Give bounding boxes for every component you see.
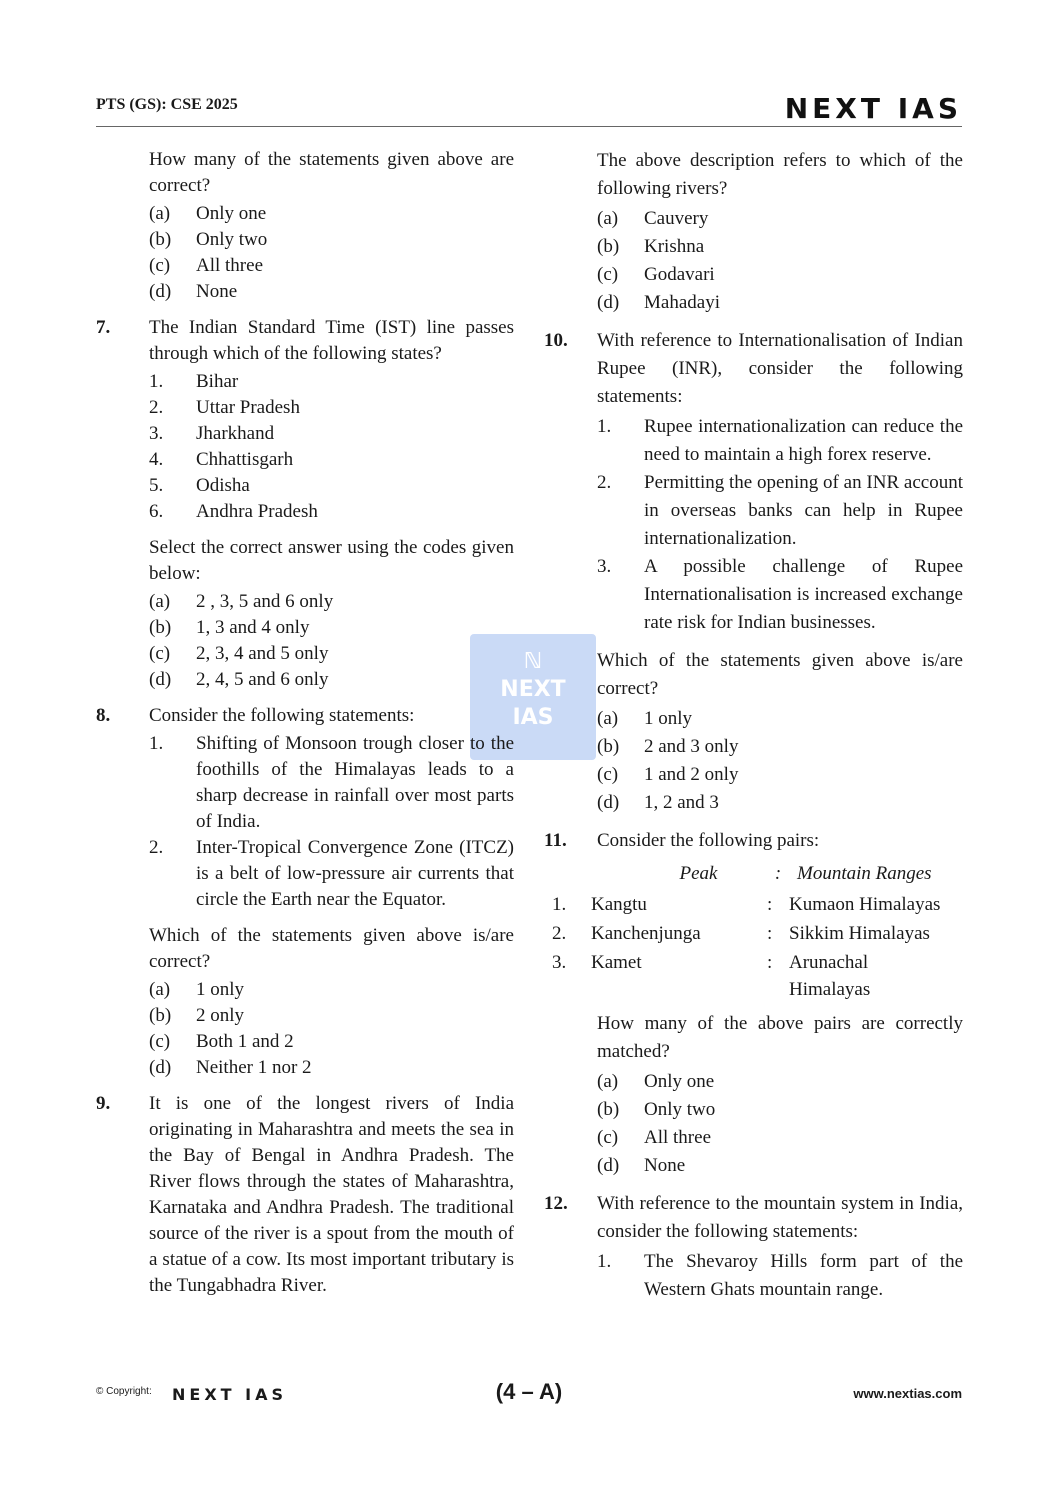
item-label: (b) [597, 236, 620, 257]
item-text: All three [644, 1127, 712, 1148]
header-title: PTS (GS): CSE 2025 [96, 96, 238, 113]
option-d [597, 789, 963, 817]
item-label: 1. [149, 371, 164, 392]
item-text: 1 and 2 only [644, 764, 739, 785]
option-a [597, 205, 963, 233]
statement-item [149, 421, 514, 447]
item-text: A possible challenge of Rupee Internationalisation is increased exchange rate risk for Indian businesses. [644, 556, 963, 633]
question-number: 9. [96, 1093, 111, 1114]
question-text: With reference to Internationalisation of Indian Rupee (INR), consider the following statements: [597, 330, 963, 407]
item-text: Neither 1 nor 2 [196, 1057, 312, 1078]
item-text: Uttar Pradesh [196, 397, 300, 418]
option-b [149, 227, 514, 253]
item-text: Andhra Pradesh [196, 501, 318, 522]
option-c [149, 253, 514, 279]
left-column [96, 147, 514, 1301]
statement-item [149, 369, 514, 395]
question-8 [96, 703, 514, 1081]
item-label: 3. [149, 423, 164, 444]
item-label: (d) [149, 1057, 172, 1078]
question-12 [544, 1190, 963, 1304]
pairs-header: Peak : Mountain Ranges [679, 863, 932, 884]
item-label: (c) [597, 264, 619, 285]
question-text: How many of the statements given above are correct? [149, 149, 514, 196]
option-c [597, 261, 963, 289]
question-9-continued [544, 147, 963, 317]
statement-item [149, 835, 514, 913]
item-label: (b) [149, 1005, 172, 1026]
item-label: (c) [149, 255, 171, 276]
statement-item [149, 473, 514, 499]
question-text: The Indian Standard Time (IST) line passes through which of the following states? [149, 317, 514, 364]
question-11 [544, 827, 963, 1180]
footer-logo: NEXT IAS [172, 1385, 287, 1404]
item-label: 1. [597, 1251, 612, 1272]
item-text: Inter-Tropical Convergence Zone (ITCZ) is a belt of low-pressure air currents that circle the Earth near the Equator. [196, 837, 514, 910]
item-text: Rupee internationalization can reduce the need to maintain a high forex reserve. [644, 416, 963, 465]
pair-row: 1. Kangtu : Kumaon Himalayas [552, 894, 941, 915]
question-text: It is one of the longest rivers of India originating in Maharashtra and meets the sea in the Bay of Bengal in Andhra Pradesh. The River flows through the states of Maharashtra, Karnataka and Andhra Pradesh. The traditional source of the river is a spout from the mouth of a statue of a cow. Its most important tributary is the Tungabhadra River. [149, 1093, 514, 1296]
item-label: 1. [597, 416, 612, 437]
pair-row: 3. Kamet : Arunachal Himalayas [552, 952, 871, 1000]
option-b [149, 615, 514, 641]
item-label: (c) [149, 643, 171, 664]
item-label: (a) [597, 208, 619, 229]
option-b [149, 1003, 514, 1029]
item-label: (b) [149, 229, 172, 250]
item-text: Mahadayi [644, 292, 720, 313]
option-d [149, 279, 514, 305]
question-number: 12. [544, 1193, 568, 1214]
item-text: 1 only [644, 708, 693, 729]
item-text: Permitting the opening of an INR account in overseas banks can help in Rupee internationalization. [644, 472, 963, 549]
footer-url: www.nextias.com [853, 1386, 962, 1401]
item-label: 5. [149, 475, 164, 496]
item-text: The Shevaroy Hills form part of the Western Ghats mountain range. [644, 1251, 963, 1300]
question-number: 10. [544, 330, 568, 351]
item-text: Shifting of Monsoon trough closer to the foothills of the Himalayas leads to a sharp decrease in rainfall over most parts of India. [196, 733, 514, 832]
item-text: 1 only [196, 979, 245, 1000]
question-prompt: Select the correct answer using the codes given below: [149, 537, 514, 584]
item-text: 2, 3, 4 and 5 only [196, 643, 329, 664]
item-text: Cauvery [644, 208, 709, 229]
item-label: (a) [597, 1071, 619, 1092]
question-7 [96, 315, 514, 693]
footer-copyright: © Copyright: [96, 1386, 152, 1397]
item-text: Both 1 and 2 [196, 1031, 294, 1052]
item-label: 1. [149, 733, 164, 754]
item-label: (d) [597, 792, 620, 813]
item-text: Jharkhand [196, 423, 275, 444]
question-9 [96, 1091, 514, 1299]
page-number: (4 – A) [495, 1379, 563, 1404]
item-label: (b) [597, 1099, 620, 1120]
question-text: Consider the following statements: [149, 705, 415, 726]
header-divider [96, 126, 962, 127]
item-text: Godavari [644, 264, 715, 285]
statement-item [149, 499, 514, 525]
item-label: 2. [597, 472, 612, 493]
option-d [597, 1152, 963, 1180]
item-text: 2 and 3 only [644, 736, 739, 757]
item-label: (d) [597, 292, 620, 313]
item-label: 2. [149, 397, 164, 418]
item-text: 2, 4, 5 and 6 only [196, 669, 329, 690]
option-c [149, 641, 514, 667]
item-text: 1, 3 and 4 only [196, 617, 310, 638]
item-text: 2 only [196, 1005, 245, 1026]
item-label: 2. [149, 837, 164, 858]
statement-item [597, 469, 963, 553]
item-text: 2 , 3, 5 and 6 only [196, 591, 334, 612]
item-label: (d) [149, 281, 172, 302]
item-label: (d) [597, 1155, 620, 1176]
watermark-line-2: IAS [512, 705, 554, 730]
item-label: (c) [149, 1031, 171, 1052]
item-label: 4. [149, 449, 164, 470]
watermark-line-1: NEXT [500, 677, 566, 702]
question-10 [544, 327, 963, 817]
item-text: Odisha [196, 475, 250, 496]
option-c [149, 1029, 514, 1055]
item-label: (b) [149, 617, 172, 638]
item-text: None [644, 1155, 686, 1176]
question-text: Consider the following pairs: [597, 830, 820, 851]
watermark-icon: ℕ [523, 649, 543, 674]
item-text: Only one [644, 1071, 715, 1092]
item-label: 6. [149, 501, 164, 522]
right-column [544, 147, 963, 1304]
item-text: Only two [196, 229, 268, 250]
option-b [597, 233, 963, 261]
question-prompt: Which of the statements given above is/are correct? [597, 650, 963, 699]
item-label: (b) [597, 736, 620, 757]
question-text: The above description refers to which of the following rivers? [597, 150, 963, 199]
item-text: All three [196, 255, 264, 276]
item-label: 3. [597, 556, 612, 577]
statement-item [597, 1248, 963, 1304]
item-label: (d) [149, 669, 172, 690]
option-c [597, 761, 963, 789]
statement-item [149, 395, 514, 421]
header-logo: NEXT IAS [784, 92, 962, 125]
option-d [149, 1055, 514, 1081]
question-6-continued [96, 147, 514, 305]
option-a [149, 589, 514, 615]
statement-item [149, 447, 514, 473]
option-c [597, 1124, 963, 1152]
item-text: Krishna [644, 236, 705, 257]
option-d [597, 289, 963, 317]
item-text: 1, 2 and 3 [644, 792, 719, 813]
pairs-table [544, 859, 949, 1004]
item-label: (a) [597, 708, 619, 729]
option-a [149, 977, 514, 1003]
statement-item [597, 553, 963, 637]
item-label: (c) [597, 1127, 619, 1148]
statement-item [149, 731, 514, 835]
item-label: (c) [597, 764, 619, 785]
question-text: With reference to the mountain system in India, consider the following statements: [597, 1193, 963, 1242]
item-label: (a) [149, 203, 171, 224]
option-a [597, 705, 963, 733]
question-prompt: Which of the statements given above is/are correct? [149, 925, 514, 972]
item-label: (a) [149, 591, 171, 612]
item-text: Chhattisgarh [196, 449, 294, 470]
question-number: 7. [96, 317, 111, 338]
item-text: Bihar [196, 371, 239, 392]
statement-item [597, 413, 963, 469]
question-prompt: How many of the above pairs are correctly matched? [597, 1013, 963, 1062]
question-number: 8. [96, 705, 111, 726]
option-b [597, 733, 963, 761]
option-d [149, 667, 514, 693]
option-b [597, 1096, 963, 1124]
item-text: Only two [644, 1099, 716, 1120]
option-a [149, 201, 514, 227]
item-text: Only one [196, 203, 267, 224]
option-a [597, 1068, 963, 1096]
item-text: None [196, 281, 238, 302]
pair-row: 2. Kanchenjunga : Sikkim Himalayas [552, 923, 930, 944]
question-number: 11. [544, 830, 567, 851]
item-label: (a) [149, 979, 171, 1000]
